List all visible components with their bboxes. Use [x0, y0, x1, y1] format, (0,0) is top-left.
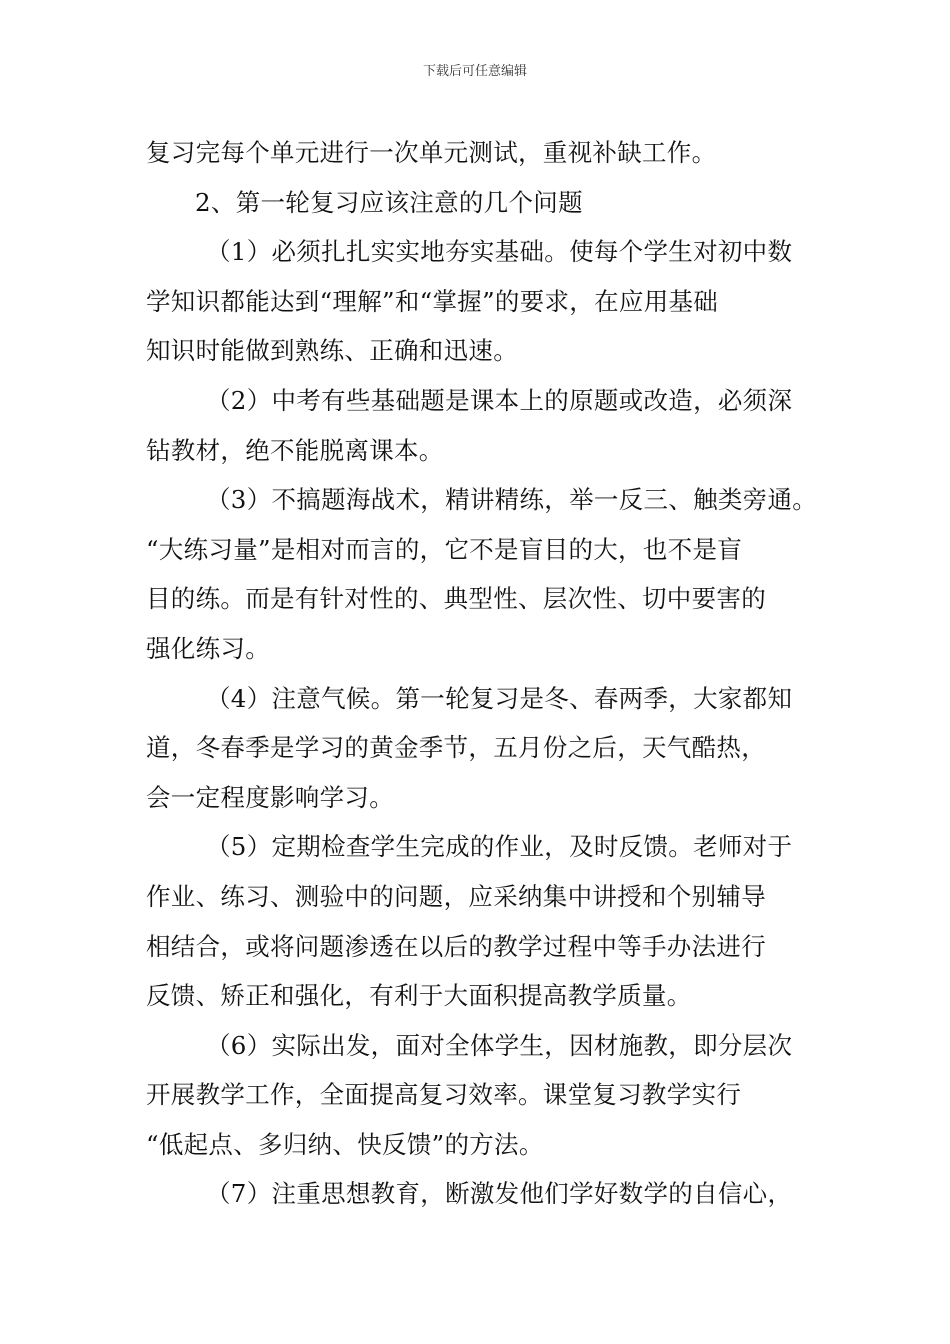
- text-line: “大练习量”是相对而言的，它不是盲目的大，也不是盲: [146, 534, 743, 564]
- text-line: （1）必须扎扎实实地夯实基础。使每个学生对初中数: [206, 237, 793, 267]
- text-line: 钻教材，绝不能脱离课本。: [146, 435, 444, 465]
- text-line: 会一定程度影响学习。: [146, 782, 394, 812]
- text-line: “低起点、多归纳、快反馈”的方法。: [146, 1129, 544, 1159]
- text-line: （6）实际出发，面对全体学生，因材施教，即分层次: [206, 1030, 793, 1060]
- text-line: （7）注重思想教育，断激发他们学好数学的自信心，: [206, 1179, 793, 1209]
- text-line: 相结合，或将问题渗透在以后的教学过程中等手办法进行: [146, 931, 766, 961]
- text-line: 开展教学工作，全面提高复习效率。课堂复习教学实行: [146, 1080, 742, 1110]
- page-header: 下载后可任意编辑: [422, 64, 527, 79]
- section-heading: 2、第一轮复习应该注意的几个问题: [195, 187, 583, 217]
- document-body: [146, 128, 816, 1219]
- text-line: 反馈、矫正和强化，有利于大面积提高教学质量。: [146, 981, 692, 1011]
- text-line: （4）注意气候。第一轮复习是冬、春两季，大家都知: [206, 683, 793, 713]
- text-line: （3）不搞题海战术，精讲精练，举一反三、触类旁通。: [206, 485, 818, 515]
- text-line: 学知识都能达到“理解”和“掌握”的要求，在应用基础: [146, 286, 719, 316]
- text-line: 强化练习。: [146, 633, 270, 663]
- text-line: 复习完每个单元进行一次单元测试，重视补缺工作。: [146, 138, 717, 167]
- text-line: 作业、练习、测验中的问题，应采纳集中讲授和个别辅导: [146, 881, 766, 911]
- text-line: 道，冬春季是学习的黄金季节，五月份之后，天气酷热，: [146, 733, 766, 763]
- text-line: （2）中考有些基础题是课本上的原题或改造，必须深: [206, 385, 793, 415]
- text-line: 目的练。而是有针对性的、典型性、层次性、切中要害的: [146, 584, 766, 614]
- text-line: 知识时能做到熟练、正确和迅速。: [146, 336, 518, 366]
- text-line: （5）定期检查学生完成的作业，及时反馈。老师对于: [206, 832, 793, 862]
